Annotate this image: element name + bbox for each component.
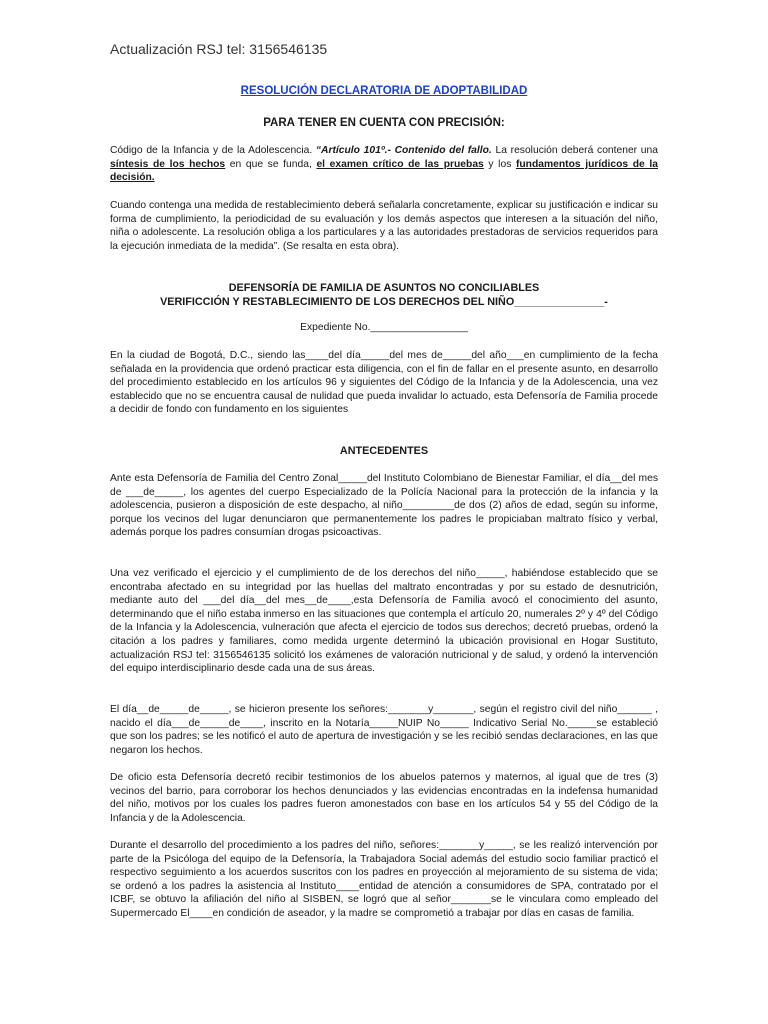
intro-text-3: La resolución deberá contener una (491, 145, 658, 156)
intro-emph-fundamentos: fundamentos jurídicos de la decisión. (110, 158, 658, 184)
intro-emph-hechos: síntesis de los hechos (110, 158, 226, 170)
antecedentes-paragraph: Durante el desarrollo del procedimiento a los padres del niño, señores:_______y_____, se les realizó intervención por parte de la Psicóloga del equipo de la Defensoría, la Trabajadora Social además del estudio socio familiar practicó el respectivo seguimiento a los acuerdos suscritos con los padres en proyección al mejoramiento de su sistema de vida; se ordenó a los padres la asistencia al Instituto____entidad de atención a consumidores de SPA, contratado por el ICBF, se obtuvo la afiliación del niño al SISBEN, se logró que al señor_______se le vinculara como empleado del Supermercado El____en condición de aseador, y la madre se comprometió a trabajar por días en casas de familia. (110, 840, 658, 919)
document-title: RESOLUCIÓN DECLARATORIA DE ADOPTABILIDAD (240, 85, 528, 97)
opening-paragraph: En la ciudad de Bogotá, D.C., siendo las____del día_____del mes de_____del año___en cumplimiento de la fecha señalada en la providencia que ordenó practicar esta diligencia, con el fin de fallar en el presente asunto, en desarrollo del procedimiento establecido en los artículos 96 y siguientes del Código de la Infancia y de la Adolescencia, una vez establecido que no se encuentra causal de nulidad que pueda invalidar lo actuado, esta Defensoría de Familia procede a decidir de fondo con fundamento en los siguientes (110, 350, 658, 416)
intro-text-7: y los (483, 158, 516, 170)
office-heading-2: VERIFICCIÓN Y RESTABLECIMIENTO DE LOS DERECHOS DEL NIÑO_______________- (160, 296, 608, 308)
document-subtitle: PARA TENER EN CUENTA CON PRECISIÓN: (263, 117, 505, 129)
office-heading-1: DEFENSORÍA DE FAMILIA DE ASUNTOS NO CONCILIABLES (228, 282, 540, 294)
intro-text-5: en que se funda, (225, 158, 317, 170)
header-contact-line: Actualización RSJ tel: 3156546135 (110, 41, 328, 57)
intro-text-1: Código de la Infancia y de la Adolescencia. (110, 145, 316, 156)
antecedentes-paragraph: Una vez verificado el ejercicio y el cumplimiento de de los derechos del niño_____, habiéndose establecido que se encontraba afectado en su integridad por las huellas del maltrato encontradas y por su estado de desnutrición, mediante auto del ___del día__del mes__de____,esta Defensoría de Familia avocó el conocimiento del asunto, determinando que el niño estaba inmerso en las situaciones que contempla el artículo 20, numerales 2º y 4º del Código de la Infancia y la Adolescencia, vulneración que afecta el ejercicio de todos sus derechos; decretó pruebas, ordenó la citación a los padres y familiares, como medida urgente determinó la ubicación provisional en Hogar Sustituto, actualización RSJ tel: 3156546135 solicitó los exámenes de valoración nutricional y de salud, y ordenó la intervención del equipo interdisciplinario desde cada una de sus áreas. (110, 568, 658, 675)
antecedentes-paragraph: Ante esta Defensoría de Familia del Centro Zonal_____del Instituto Colombiano de Bienestar Familiar, el día__del mes de ___de_____, los agentes del cuerpo Especializado de la Polícía Nacional para la protección de la infancia y la adolescencia, pusieron a disposición de este despacho, al niño_________de dos (2) años de edad, según su informe, porque los vecinos del lugar denunciaron que permanentemente los padres le propiciaban maltrato físico y verbal, además porque los padres consumían drogas psicoactivas. (110, 473, 658, 539)
measure-paragraph: Cuando contenga una medida de restablecimiento deberá señalarla concretamente, explicar su justificación e indicar su forma de cumplimiento, la periodicidad de su evaluación y los demás aspectos que interesen a la situación del niño, niña o adolescente. La resolución obliga a los particulares y a las autoridades prestadoras de servicios requeridos para la ejecución inmediata de la medida”. (Se resalta en esta obra). (110, 200, 658, 252)
expediente-line: Expediente No._________________ (300, 322, 468, 333)
antecedentes-paragraph: De oficio esta Defensoría decretó recibir testimonios de los abuelos paternos y maternos, al igual que de tres (3) vecinos del barrio, para corroborar los hechos denunciados y las evidencias encontradas en la indefensa humanidad del niño, motivos por los cuales los padres fueron amonestados con base en los artículos 54 y 55 del Código de la Infancia y de la Adolescencia. (110, 772, 658, 824)
intro-paragraph (110, 144, 658, 185)
section-heading-antecedentes: ANTECEDENTES (339, 445, 429, 457)
antecedentes-paragraph: El día__de_____de_____, se hicieron presente los señores:_______y_______, según el registro civil del niño______ , nacido el día___de_____de____, inscrito en la Notaría_____NUIP No_____ Indicativo Serial No._____se estableció que son los padres; se les notificó el auto de apertura de investigación y se les recibió sendas declaraciones, en las que negaron los hechos. (110, 704, 658, 756)
intro-emph-pruebas: el examen crítico de las pruebas (316, 158, 484, 170)
intro-article-ref: “Artículo 101º.- Contenido del fallo. (315, 145, 492, 156)
